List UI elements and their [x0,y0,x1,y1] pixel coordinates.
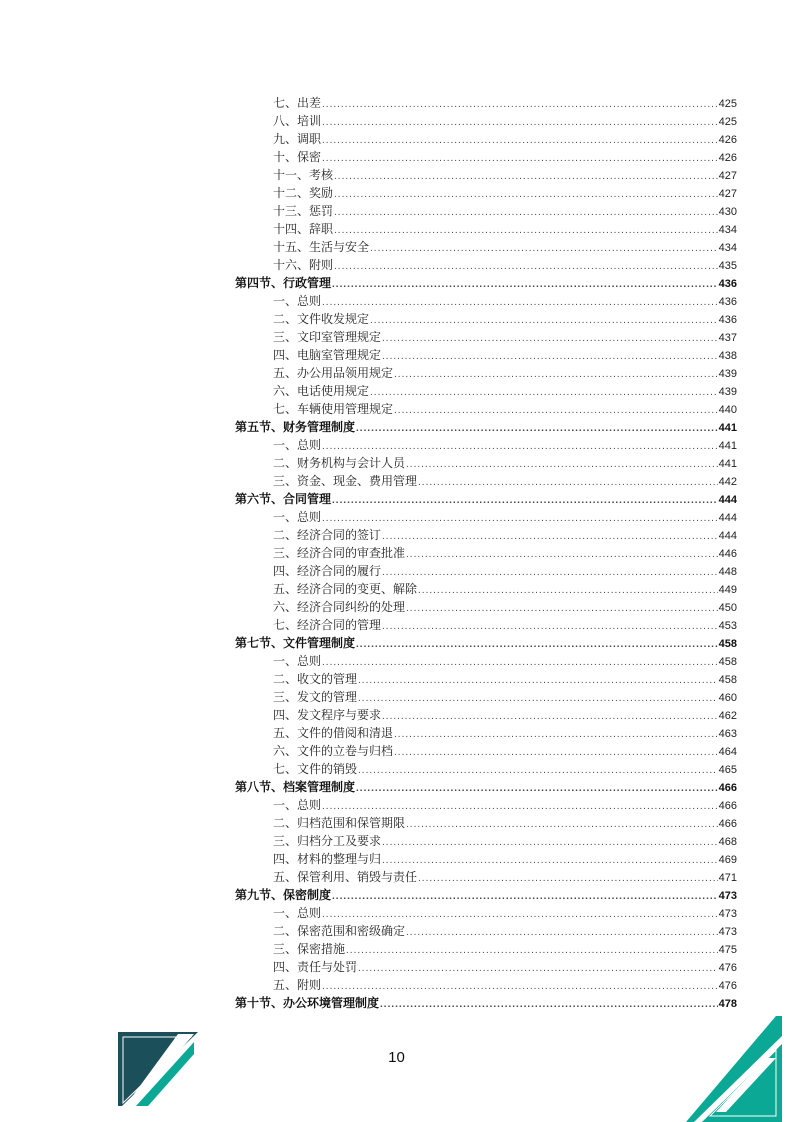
toc-section-entry[interactable] [235,418,737,436]
toc-entry-title: 二、经济合同的签订 [273,528,382,542]
toc-entry-title: 三、文印室管理规定 [273,330,382,344]
toc-subsection-entry[interactable] [235,580,737,598]
toc-section-entry[interactable] [235,274,737,292]
toc-subsection-entry[interactable] [235,436,737,454]
toc-subsection-entry[interactable] [235,742,737,760]
toc-dot-leader [394,726,718,744]
toc-entry-page: 439 [718,386,737,398]
toc-dot-leader [418,474,718,492]
toc-dot-leader [382,834,718,852]
toc-entry-page: 427 [718,170,737,182]
toc-entry-page: 473 [718,926,737,938]
toc-entry-page: 462 [718,710,737,722]
toc-entry-page: 463 [718,728,737,740]
toc-dot-leader [334,258,718,276]
toc-entry-title: 二、收文的管理 [273,672,358,686]
toc-entry-page: 464 [718,746,737,758]
toc-entry-page: 434 [718,242,737,254]
toc-entry-page: 439 [718,368,737,380]
toc-entry-page: 471 [718,872,737,884]
toc-entry-page: 442 [718,476,737,488]
toc-entry-page: 441 [718,440,737,452]
toc-subsection-entry[interactable] [235,148,737,166]
toc-subsection-entry[interactable] [235,904,737,922]
toc-entry-page: 458 [718,656,737,668]
toc-subsection-entry[interactable] [235,832,737,850]
toc-dot-leader [332,888,718,906]
toc-subsection-entry[interactable] [235,292,737,310]
toc-subsection-entry[interactable] [235,328,737,346]
toc-subsection-entry[interactable] [235,616,737,634]
toc-dot-leader [406,456,718,474]
toc-entry-title: 十一、考核 [273,168,334,182]
toc-dot-leader [406,924,718,942]
toc-subsection-entry[interactable] [235,382,737,400]
toc-subsection-entry[interactable] [235,544,737,562]
toc-dot-leader [322,150,718,168]
toc-subsection-entry[interactable] [235,94,737,112]
toc-entry-title: 五、附则 [273,978,322,992]
toc-entry-title: 第八节、档案管理制度 [235,780,356,794]
toc-entry-page: 440 [718,404,737,416]
toc-entry-page: 466 [718,800,737,812]
toc-entry-page: 453 [718,620,737,632]
toc-entry-page: 465 [718,764,737,776]
toc-entry-page: 448 [718,566,737,578]
toc-entry-title: 七、文件的销毁 [273,762,358,776]
toc-entry-page: 450 [718,602,737,614]
toc-entry-title: 十六、附则 [273,258,334,272]
toc-dot-leader [382,708,718,726]
toc-subsection-entry[interactable] [235,454,737,472]
corner-decoration-right-icon [686,1016,782,1122]
toc-subsection-entry[interactable] [235,472,737,490]
toc-entry-page: 436 [718,296,737,308]
toc-entry-title: 第五节、财务管理制度 [235,420,356,434]
toc-entry-page: 435 [718,260,737,272]
toc-entry-page: 434 [718,224,737,236]
toc-entry-title: 七、出差 [273,96,322,110]
toc-entry-title: 七、经济合同的管理 [273,618,382,632]
toc-entry-page: 430 [718,206,737,218]
toc-entry-page: 466 [718,818,737,830]
toc-subsection-entry[interactable] [235,652,737,670]
toc-entry-page: 441 [718,422,737,434]
toc-dot-leader [322,96,718,114]
toc-subsection-entry[interactable] [235,364,737,382]
toc-entry-title: 第十节、办公环境管理制度 [235,996,380,1010]
toc-dot-leader [382,330,718,348]
toc-entry-page: 425 [718,116,737,128]
toc-section-entry[interactable] [235,634,737,652]
page-number: 10 [388,1049,405,1066]
toc-dot-leader [382,564,718,582]
toc-entry-page: 446 [718,548,737,560]
toc-dot-leader [382,852,718,870]
toc-entry-title: 一、总则 [273,438,322,452]
toc-entry-title: 二、保密范围和密级确定 [273,924,406,938]
toc-entry-page: 468 [718,836,737,848]
toc-entry-title: 五、办公用品领用规定 [273,366,394,380]
toc-dot-leader [418,870,718,888]
toc-entry-page: 437 [718,332,737,344]
toc-dot-leader [382,528,718,546]
toc-dot-leader [406,546,718,564]
toc-dot-leader [406,600,718,618]
toc-entry-page: 427 [718,188,737,200]
toc-subsection-entry[interactable] [235,940,737,958]
toc-subsection-entry[interactable] [235,112,737,130]
toc-entry-page: 460 [718,692,737,704]
toc-entry-title: 六、经济合同纠纷的处理 [273,600,406,614]
toc-dot-leader [394,744,718,762]
toc-section-entry[interactable] [235,490,737,508]
toc-subsection-entry[interactable] [235,868,737,886]
toc-dot-leader [418,582,718,600]
toc-subsection-entry[interactable] [235,598,737,616]
toc-entry-page: 458 [718,638,737,650]
toc-dot-leader [322,294,718,312]
toc-dot-leader [358,762,718,780]
toc-subsection-entry[interactable] [235,166,737,184]
toc-dot-leader [406,816,718,834]
toc-dot-leader [380,996,718,1014]
toc-subsection-entry[interactable] [235,850,737,868]
toc-subsection-entry[interactable] [235,202,737,220]
toc-entry-page: 458 [718,674,737,686]
toc-subsection-entry[interactable] [235,184,737,202]
toc-entry-page: 476 [718,980,737,992]
toc-dot-leader [358,690,718,708]
toc-entry-title: 第七节、文件管理制度 [235,636,356,650]
toc-dot-leader [322,114,718,132]
toc-subsection-entry[interactable] [235,814,737,832]
toc-entry-title: 七、车辆使用管理规定 [273,402,394,416]
toc-entry-page: 473 [718,908,737,920]
toc-entry-page: 444 [718,494,737,506]
toc-subsection-entry[interactable] [235,526,737,544]
toc-entry-title: 二、财务机构与会计人员 [273,456,406,470]
toc-dot-leader [332,276,718,294]
toc-entry-title: 一、总则 [273,294,322,308]
toc-subsection-entry[interactable] [235,562,737,580]
toc-subsection-entry[interactable] [235,256,737,274]
toc-dot-leader [370,240,718,258]
toc-subsection-entry[interactable] [235,958,737,976]
toc-dot-leader [382,348,718,366]
toc-entry-title: 五、文件的借阅和清退 [273,726,394,740]
toc-entry-title: 一、总则 [273,906,322,920]
toc-dot-leader [322,978,718,996]
toc-subsection-entry[interactable] [235,310,737,328]
toc-entry-page: 469 [718,854,737,866]
toc-entry-title: 九、调职 [273,132,322,146]
toc-entry-title: 二、文件收发规定 [273,312,370,326]
corner-decoration-left-icon [118,1032,198,1106]
toc-entry-title: 四、责任与处罚 [273,960,358,974]
toc-entry-title: 八、培训 [273,114,322,128]
toc-entry-title: 第六节、合同管理 [235,492,332,506]
toc-dot-leader [322,510,718,528]
toc-entry-title: 五、保管利用、销毁与责任 [273,870,418,884]
toc-dot-leader [394,366,718,384]
toc-subsection-entry[interactable] [235,796,737,814]
toc-entry-title: 第九节、保密制度 [235,888,332,902]
toc-entry-page: 478 [718,998,737,1010]
toc-entry-title: 三、资金、现金、费用管理 [273,474,418,488]
toc-subsection-entry[interactable] [235,130,737,148]
toc-entry-title: 三、保密措施 [273,942,346,956]
toc-dot-leader [322,654,718,672]
toc-entry-title: 四、电脑室管理规定 [273,348,382,362]
toc-entry-title: 六、电话使用规定 [273,384,370,398]
toc-entry-title: 一、总则 [273,798,322,812]
toc-entry-title: 二、归档范围和保管期限 [273,816,406,830]
toc-entry-page: 426 [718,134,737,146]
toc-dot-leader [358,672,718,690]
toc-entry-title: 十五、生活与安全 [273,240,370,254]
toc-dot-leader [346,942,718,960]
toc-entry-title: 三、归档分工及要求 [273,834,382,848]
toc-subsection-entry[interactable] [235,220,737,238]
toc-dot-leader [356,420,718,438]
toc-entry-page: 438 [718,350,737,362]
toc-dot-leader [322,132,718,150]
toc-entry-page: 426 [718,152,737,164]
toc-entry-title: 六、文件的立卷与归档 [273,744,394,758]
toc-entry-title: 三、发文的管理 [273,690,358,704]
toc-subsection-entry[interactable] [235,346,737,364]
table-of-contents [235,94,737,1012]
toc-entry-page: 441 [718,458,737,470]
toc-dot-leader [334,222,718,240]
toc-dot-leader [370,312,718,330]
toc-subsection-entry[interactable] [235,238,737,256]
toc-entry-page: 473 [718,890,737,902]
toc-subsection-entry[interactable] [235,706,737,724]
toc-entry-page: 444 [718,530,737,542]
toc-entry-title: 三、经济合同的审查批准 [273,546,406,560]
toc-dot-leader [332,492,718,510]
toc-entry-title: 十、保密 [273,150,322,164]
toc-section-entry[interactable] [235,886,737,904]
toc-entry-title: 十四、辞职 [273,222,334,236]
toc-entry-title: 十二、奖励 [273,186,334,200]
toc-entry-title: 一、总则 [273,510,322,524]
toc-subsection-entry[interactable] [235,400,737,418]
toc-entry-title: 一、总则 [273,654,322,668]
toc-entry-title: 五、经济合同的变更、解除 [273,582,418,596]
toc-entry-title: 四、经济合同的履行 [273,564,382,578]
toc-dot-leader [334,204,718,222]
toc-entry-title: 第四节、行政管理 [235,276,332,290]
toc-dot-leader [370,384,718,402]
toc-dot-leader [394,402,718,420]
toc-subsection-entry[interactable] [235,976,737,994]
toc-entry-page: 436 [718,278,737,290]
toc-subsection-entry[interactable] [235,922,737,940]
toc-subsection-entry[interactable] [235,724,737,742]
toc-dot-leader [356,780,718,798]
toc-entry-title: 四、材料的整理与归 [273,852,382,866]
toc-dot-leader [334,186,718,204]
toc-section-entry[interactable] [235,994,737,1012]
toc-subsection-entry[interactable] [235,508,737,526]
toc-entry-page: 475 [718,944,737,956]
toc-entry-page: 436 [718,314,737,326]
toc-section-entry[interactable] [235,778,737,796]
toc-subsection-entry[interactable] [235,670,737,688]
toc-dot-leader [358,960,718,978]
toc-entry-title: 四、发文程序与要求 [273,708,382,722]
toc-entry-page: 444 [718,512,737,524]
toc-entry-page: 449 [718,584,737,596]
toc-subsection-entry[interactable] [235,688,737,706]
toc-dot-leader [334,168,718,186]
toc-dot-leader [382,618,718,636]
toc-entry-title: 十三、惩罚 [273,204,334,218]
toc-entry-page: 466 [718,782,737,794]
toc-entry-page: 425 [718,98,737,110]
toc-dot-leader [356,636,718,654]
toc-entry-page: 476 [718,962,737,974]
toc-subsection-entry[interactable] [235,760,737,778]
